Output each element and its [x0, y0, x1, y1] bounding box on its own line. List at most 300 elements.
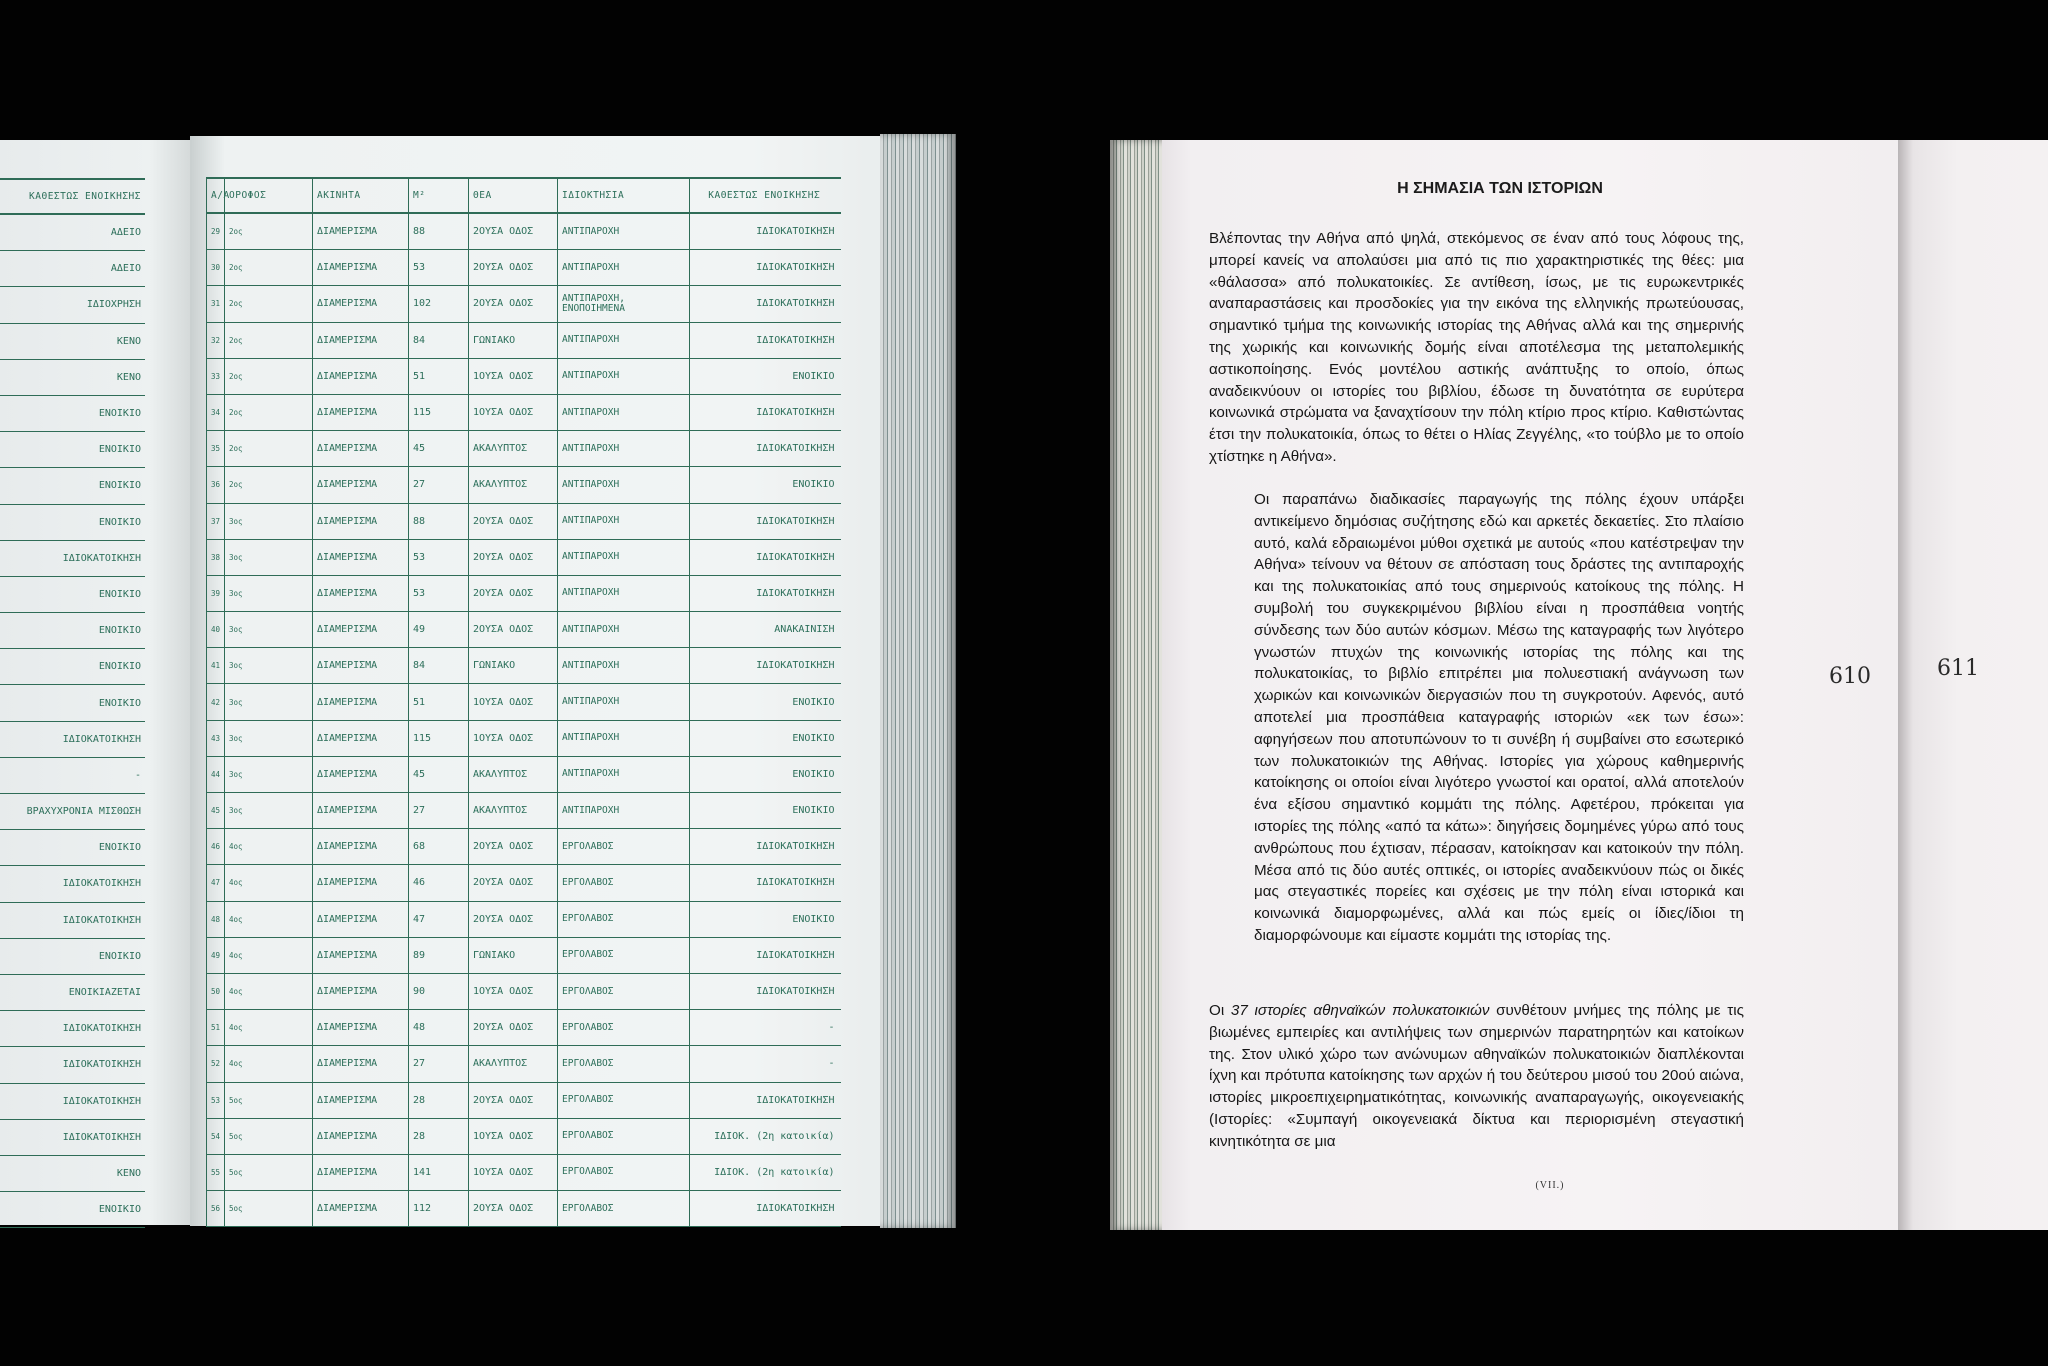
- rental-status-cell: ΕΝΟΙΚΙΟ: [690, 793, 841, 829]
- ownership-cell: ΑΝΤΙΠΑΡΟΧΗ: [558, 213, 690, 250]
- table-row: [0, 830, 145, 866]
- floor-cell: 4ος: [225, 901, 313, 937]
- table-row: [207, 973, 841, 1009]
- table-row: [0, 1119, 145, 1155]
- area-cell: 115: [409, 394, 469, 430]
- rental-status-cell: ΙΔΙΟΚ. (2η κατοικία): [690, 1118, 841, 1154]
- rental-status-cell: ΕΝΟΙΚΙΟ: [0, 395, 145, 431]
- rental-status-cell: ΙΔΙΟΚΑΤΟΙΚΗΣΗ: [0, 721, 145, 757]
- row-number-cell: 53: [207, 1082, 225, 1118]
- view-cell: 1ΟΥΣΑ ΟΔΟΣ: [469, 973, 558, 1009]
- table-row: [207, 865, 841, 901]
- property-cell: ΔΙΑΜΕΡΙΣΜΑ: [313, 1154, 409, 1190]
- view-cell: ΓΩΝΙΑΚΟ: [469, 648, 558, 684]
- floor-cell: 2ος: [225, 431, 313, 467]
- area-cell: 102: [409, 286, 469, 322]
- rental-status-cell: ΙΔΙΟΚΑΤΟΙΚΗΣΗ: [690, 937, 841, 973]
- property-cell: ΔΙΑΜΕΡΙΣΜΑ: [313, 901, 409, 937]
- table-row: [207, 1010, 841, 1046]
- row-number-cell: 31: [207, 286, 225, 322]
- floor-cell: 2ος: [225, 250, 313, 286]
- view-cell: ΑΚΑΛΥΠΤΟΣ: [469, 467, 558, 503]
- rental-status-cell: ΕΝΟΙΚΙΟ: [690, 358, 841, 394]
- view-cell: 1ΟΥΣΑ ΟΔΟΣ: [469, 720, 558, 756]
- property-cell: ΔΙΑΜΕΡΙΣΜΑ: [313, 865, 409, 901]
- apartments-table: [206, 177, 841, 1227]
- area-cell: 51: [409, 684, 469, 720]
- floor-cell: 4ος: [225, 865, 313, 901]
- rental-status-cell: ΑΔΕΙΟ: [0, 214, 145, 251]
- property-cell: ΔΙΑΜΕΡΙΣΜΑ: [313, 829, 409, 865]
- area-cell: 27: [409, 793, 469, 829]
- rental-status-cell: ΙΔΙΟΚΑΤΟΙΚΗΣΗ: [690, 250, 841, 286]
- table-row: [0, 287, 145, 323]
- ownership-cell: ΑΝΤΙΠΑΡΟΧΗ: [558, 575, 690, 611]
- view-cell: 2ΟΥΣΑ ΟΔΟΣ: [469, 1082, 558, 1118]
- rental-status-cell: ΕΝΟΙΚΙΟ: [0, 432, 145, 468]
- rental-status-cell: ΚΕΝΟ: [0, 359, 145, 395]
- right-book-facing-page: [1898, 140, 2048, 1230]
- floor-cell: 3ος: [225, 539, 313, 575]
- property-cell: ΔΙΑΜΕΡΙΣΜΑ: [313, 539, 409, 575]
- rental-status-cell: ΙΔΙΟΚΑΤΟΙΚΗΣΗ: [0, 902, 145, 938]
- row-number-cell: 49: [207, 937, 225, 973]
- ownership-cell: ΕΡΓΟΛΑΒΟΣ: [558, 901, 690, 937]
- table-row: [0, 685, 145, 721]
- area-cell: 88: [409, 503, 469, 539]
- paragraph-3-lead: Οι: [1209, 1002, 1231, 1019]
- property-cell: ΔΙΑΜΕΡΙΣΜΑ: [313, 250, 409, 286]
- rental-status-cell: ΕΝΟΙΚΙΟ: [0, 649, 145, 685]
- row-number-cell: 55: [207, 1154, 225, 1190]
- rental-status-cell: ΕΝΟΙΚΙΟ: [690, 756, 841, 792]
- floor-cell: 4ος: [225, 1046, 313, 1082]
- rental-status-cell: ΕΝΟΙΚΙΟ: [0, 576, 145, 612]
- rental-status-cell: -: [690, 1046, 841, 1082]
- rental-status-cell: ΕΝΟΙΚΙΟ: [0, 504, 145, 540]
- rental-status-cell: ΕΝΟΙΚΙΟ: [690, 684, 841, 720]
- floor-cell: 2ος: [225, 467, 313, 503]
- property-cell: ΔΙΑΜΕΡΙΣΜΑ: [313, 213, 409, 250]
- area-cell: 45: [409, 756, 469, 792]
- row-number-cell: 48: [207, 901, 225, 937]
- right-book-page-edges: [1110, 140, 1170, 1230]
- ownership-cell: ΕΡΓΟΛΑΒΟΣ: [558, 1191, 690, 1227]
- rental-status-cell: ΕΝΟΙΚΙΟ: [0, 1192, 145, 1228]
- paragraph-2-text: Οι παραπάνω διαδικασίες παραγωγής της πόλης έχουν υπάρξει αντικείμενο δημόσιας συζήτησης εδώ και αρκετές δεκαετίες. Στο πλαίσιο αυτό, καλά εδραιωμένοι μύθοι σχετικά με αυτούς «που κατέστρεψαν την Αθήνα» τείνουν να θέτουν σε απόσταση τους δράστες της αντιπαροχής και της πολυκατοικίας από τους σημερινούς κατοίκους της πόλης. Η συμβολή του συγκεκριμένου βιβλίου είναι η προσπάθεια νοητής σύνδεσης των δύο αυτών κόσμων. Μέσω της καταγραφής των λιγότερο γνωστών πτυχών της κοινωνικής ιστορίας της πόλης και της πολυκατοικίας, το βιβλίο επιτρέπει μια πολυεστιακή ανάγνωση των χωρικών και κοινωνικών διεργασιών που τη συγκροτούν. Αφενός, αυτό αποτελεί μια προσπάθεια καταγραφής ιστοριών «εκ των έσω»: αφηγήσεων που αποτυπώνουν το τι συνέβη ή συμβαίνει στο εσωτερικό των πολυκατοικιών της Αθήνας. Ιστορίες για χώρους καθημερινής κατοίκησης οι οποίοι είναι λιγότερο γνωστοί και ορατοί, αλλά αποτελούν ένα εξίσου σημαντικό κομμάτι της πόλης. Αφετέρου, πρόκειται για ιστορίες της πόλης «από τα κάτω»: διηγήσεις δομημένες γύρω από τους ανθρώπους που έχτισαν, πέρασαν, κατοίκησαν και κατοικούν την πόλη. Μέσα από τις δύο αυτές οπτικές, οι ιστορίες αναδεικνύουν πώς οι δικές μας στεγαστικές πορείες και σχέσεις με την πόλη είναι ιστορικά και κοινωνικά διαμορφωμένες, αλλά και πώς εμείς οι ίδιες/ίδιοι τη διαμορφώνουμε και είμαστε κομμάτι της ιστορίας της.: [1254, 491, 1744, 944]
- area-cell: 141: [409, 1154, 469, 1190]
- folio: (VII.): [1535, 1180, 1565, 1191]
- table-row: [0, 974, 145, 1010]
- view-cell: 2ΟΥΣΑ ΟΔΟΣ: [469, 539, 558, 575]
- row-number-cell: 40: [207, 612, 225, 648]
- rental-status-cell: ΕΝΟΙΚΙΟ: [0, 938, 145, 974]
- view-cell: ΑΚΑΛΥΠΤΟΣ: [469, 431, 558, 467]
- row-number-cell: 50: [207, 973, 225, 1009]
- area-cell: 89: [409, 937, 469, 973]
- view-cell: 2ΟΥΣΑ ΟΔΟΣ: [469, 575, 558, 611]
- ownership-cell: ΑΝΤΙΠΑΡΟΧΗ: [558, 756, 690, 792]
- rental-status-cell: ΙΔΙΟΚΑΤΟΙΚΗΣΗ: [690, 1191, 841, 1227]
- paragraph-3-text: [1209, 1000, 1744, 1153]
- ownership-cell: ΕΡΓΟΛΑΒΟΣ: [558, 1046, 690, 1082]
- table-row: [207, 1118, 841, 1154]
- floor-cell: 5ος: [225, 1118, 313, 1154]
- view-cell: 2ΟΥΣΑ ΟΔΟΣ: [469, 612, 558, 648]
- area-cell: 84: [409, 322, 469, 358]
- floor-cell: 5ος: [225, 1154, 313, 1190]
- ownership-cell: ΑΝΤΙΠΑΡΟΧΗ: [558, 322, 690, 358]
- rental-status-cell: ΙΔΙΟΚΑΤΟΙΚΗΣΗ: [0, 1119, 145, 1155]
- ownership-cell: ΑΝΤΙΠΑΡΟΧΗ: [558, 648, 690, 684]
- view-cell: 2ΟΥΣΑ ΟΔΟΣ: [469, 250, 558, 286]
- table-row: [0, 757, 145, 793]
- table-row: [0, 649, 145, 685]
- ownership-cell: ΑΝΤΙΠΑΡΟΧΗ: [558, 394, 690, 430]
- table-row: [207, 684, 841, 720]
- rental-status-cell: ΙΔΙΟΚΑΤΟΙΚΗΣΗ: [690, 973, 841, 1009]
- row-number-cell: 56: [207, 1191, 225, 1227]
- row-number-cell: 39: [207, 575, 225, 611]
- table-row: [207, 901, 841, 937]
- rental-status-cell: ΕΝΟΙΚΙΟ: [0, 613, 145, 649]
- area-cell: 68: [409, 829, 469, 865]
- table-row: [207, 250, 841, 286]
- row-number-cell: 54: [207, 1118, 225, 1154]
- ownership-cell: ΕΡΓΟΛΑΒΟΣ: [558, 829, 690, 865]
- view-cell: 2ΟΥΣΑ ΟΔΟΣ: [469, 865, 558, 901]
- property-cell: ΔΙΑΜΕΡΙΣΜΑ: [313, 575, 409, 611]
- table-row: [0, 576, 145, 612]
- row-number-cell: 34: [207, 394, 225, 430]
- ownership-cell: ΕΡΓΟΛΑΒΟΣ: [558, 1118, 690, 1154]
- table-row: [207, 937, 841, 973]
- rental-status-cell: ΙΔΙΟΚΑΤΟΙΚΗΣΗ: [0, 1047, 145, 1083]
- row-number-cell: 30: [207, 250, 225, 286]
- floor-cell: 4ος: [225, 973, 313, 1009]
- property-cell: ΔΙΑΜΕΡΙΣΜΑ: [313, 431, 409, 467]
- ownership-cell: ΑΝΤΙΠΑΡΟΧΗ: [558, 684, 690, 720]
- area-cell: 47: [409, 901, 469, 937]
- ownership-cell: ΕΡΓΟΛΑΒΟΣ: [558, 1082, 690, 1118]
- rental-status-cell: -: [0, 757, 145, 793]
- floor-cell: 2ος: [225, 358, 313, 394]
- table-row: [0, 866, 145, 902]
- floor-cell: 3ος: [225, 684, 313, 720]
- row-number-cell: 29: [207, 213, 225, 250]
- property-cell: ΔΙΑΜΕΡΙΣΜΑ: [313, 358, 409, 394]
- row-number-cell: 33: [207, 358, 225, 394]
- table-row: [0, 214, 145, 251]
- ownership-cell: ΑΝΤΙΠΑΡΟΧΗ: [558, 539, 690, 575]
- table-row: [0, 432, 145, 468]
- rental-status-cell: ΙΔΙΟΚΑΤΟΙΚΗΣΗ: [690, 431, 841, 467]
- property-cell: ΔΙΑΜΕΡΙΣΜΑ: [313, 1191, 409, 1227]
- column-header: ΑΚΙΝΗΤΑ: [313, 178, 409, 213]
- row-number-cell: 32: [207, 322, 225, 358]
- paragraph-1: [1209, 228, 1744, 468]
- table-row: [0, 468, 145, 504]
- area-cell: 46: [409, 865, 469, 901]
- rental-status-cell: ΙΔΙΟΚΑΤΟΙΚΗΣΗ: [0, 1083, 145, 1119]
- row-number-cell: 52: [207, 1046, 225, 1082]
- area-cell: 53: [409, 575, 469, 611]
- table-row: [0, 938, 145, 974]
- row-number-cell: 44: [207, 756, 225, 792]
- rental-status-cell: ΕΝΟΙΚΙΑΖΕΤΑΙ: [0, 974, 145, 1010]
- rental-status-cell: ΕΝΟΙΚΙΟ: [0, 830, 145, 866]
- rental-status-cell: ΙΔΙΟΚ. (2η κατοικία): [690, 1154, 841, 1190]
- table-row: [0, 1192, 145, 1228]
- table-row: [207, 213, 841, 250]
- column-header: ΘΕΑ: [469, 178, 558, 213]
- table-row: [207, 648, 841, 684]
- row-number-cell: 35: [207, 431, 225, 467]
- view-cell: ΑΚΑΛΥΠΤΟΣ: [469, 793, 558, 829]
- table-row: [207, 503, 841, 539]
- ownership-cell: ΑΝΤΙΠΑΡΟΧΗ: [558, 431, 690, 467]
- view-cell: 2ΟΥΣΑ ΟΔΟΣ: [469, 286, 558, 322]
- table-row: [0, 1155, 145, 1191]
- rental-status-cell: ΕΝΟΙΚΙΟ: [690, 901, 841, 937]
- rental-status-cell: ΑΝΑΚΑΙΝΙΣΗ: [690, 612, 841, 648]
- row-number-cell: 37: [207, 503, 225, 539]
- property-cell: ΔΙΑΜΕΡΙΣΜΑ: [313, 684, 409, 720]
- table-row: [0, 1011, 145, 1047]
- floor-cell: 3ος: [225, 756, 313, 792]
- rental-status-cell: ΕΝΟΙΚΙΟ: [690, 720, 841, 756]
- floor-cell: 3ος: [225, 575, 313, 611]
- area-cell: 84: [409, 648, 469, 684]
- row-number-cell: 42: [207, 684, 225, 720]
- rental-status-cell: ΙΔΙΟΚΑΤΟΙΚΗΣΗ: [0, 866, 145, 902]
- table-row: [0, 1047, 145, 1083]
- row-number-cell: 43: [207, 720, 225, 756]
- property-cell: ΔΙΑΜΕΡΙΣΜΑ: [313, 973, 409, 1009]
- column-header: Α/Α: [207, 178, 225, 213]
- floor-cell: 3ος: [225, 612, 313, 648]
- rental-status-cell: ΙΔΙΟΚΑΤΟΙΚΗΣΗ: [690, 322, 841, 358]
- floor-cell: 4ος: [225, 937, 313, 973]
- property-cell: ΔΙΑΜΕΡΙΣΜΑ: [313, 1118, 409, 1154]
- area-cell: 49: [409, 612, 469, 648]
- floor-cell: 3ος: [225, 793, 313, 829]
- rental-status-cell: ΙΔΙΟΚΑΤΟΙΚΗΣΗ: [0, 1011, 145, 1047]
- ownership-cell: ΕΡΓΟΛΑΒΟΣ: [558, 1010, 690, 1046]
- view-cell: ΓΩΝΙΑΚΟ: [469, 937, 558, 973]
- row-number-cell: 45: [207, 793, 225, 829]
- ownership-cell: ΑΝΤΙΠΑΡΟΧΗ: [558, 250, 690, 286]
- property-cell: ΔΙΑΜΕΡΙΣΜΑ: [313, 394, 409, 430]
- rental-status-cell: ΑΔΕΙΟ: [0, 251, 145, 287]
- property-cell: ΔΙΑΜΕΡΙΣΜΑ: [313, 1082, 409, 1118]
- view-cell: ΑΚΑΛΥΠΤΟΣ: [469, 1046, 558, 1082]
- table-row: [207, 575, 841, 611]
- rental-status-cell: ΙΔΙΟΚΑΤΟΙΚΗΣΗ: [690, 286, 841, 322]
- floor-cell: 2ος: [225, 286, 313, 322]
- view-cell: ΓΩΝΙΑΚΟ: [469, 322, 558, 358]
- table-row: [0, 902, 145, 938]
- floor-cell: 3ος: [225, 503, 313, 539]
- property-cell: ΔΙΑΜΕΡΙΣΜΑ: [313, 503, 409, 539]
- book-title-italic: 37 ιστορίες αθηναϊκών πολυκατοικιών: [1230, 1002, 1490, 1019]
- view-cell: 2ΟΥΣΑ ΟΔΟΣ: [469, 829, 558, 865]
- area-cell: 53: [409, 250, 469, 286]
- row-number-cell: 46: [207, 829, 225, 865]
- property-cell: ΔΙΑΜΕΡΙΣΜΑ: [313, 648, 409, 684]
- rental-status-cell: ΙΔΙΟΚΑΤΟΙΚΗΣΗ: [690, 503, 841, 539]
- property-cell: ΔΙΑΜΕΡΙΣΜΑ: [313, 612, 409, 648]
- view-cell: 2ΟΥΣΑ ΟΔΟΣ: [469, 1191, 558, 1227]
- view-cell: 1ΟΥΣΑ ΟΔΟΣ: [469, 1154, 558, 1190]
- page-number-610: 610: [1829, 664, 1871, 689]
- area-cell: 88: [409, 213, 469, 250]
- rental-status-cell: ΚΕΝΟ: [0, 1155, 145, 1191]
- table-row: [207, 1046, 841, 1082]
- left-book-page-edges: [880, 134, 956, 1228]
- table-row: [0, 613, 145, 649]
- verso-table: [0, 178, 145, 1228]
- floor-cell: 2ος: [225, 322, 313, 358]
- floor-cell: 3ος: [225, 648, 313, 684]
- ownership-cell: ΕΡΓΟΛΑΒΟΣ: [558, 865, 690, 901]
- rental-status-cell: ΕΝΟΙΚΙΟ: [690, 467, 841, 503]
- view-cell: 1ΟΥΣΑ ΟΔΟΣ: [469, 684, 558, 720]
- table-row: [0, 1083, 145, 1119]
- ownership-cell: ΕΡΓΟΛΑΒΟΣ: [558, 1154, 690, 1190]
- property-cell: ΔΙΑΜΕΡΙΣΜΑ: [313, 793, 409, 829]
- area-cell: 115: [409, 720, 469, 756]
- rental-status-cell: ΒΡΑΧΥΧΡΟΝΙΑ ΜΙΣΘΩΣΗ: [0, 794, 145, 830]
- area-cell: 28: [409, 1118, 469, 1154]
- view-cell: 1ΟΥΣΑ ΟΔΟΣ: [469, 394, 558, 430]
- rental-status-cell: ΙΔΙΟΚΑΤΟΙΚΗΣΗ: [690, 575, 841, 611]
- rental-status-cell: ΙΔΙΟΚΑΤΟΙΚΗΣΗ: [690, 648, 841, 684]
- column-header: ΟΡΟΦΟΣ: [225, 178, 313, 213]
- paragraph-2-indented: [1254, 489, 1744, 947]
- property-cell: ΔΙΑΜΕΡΙΣΜΑ: [313, 1010, 409, 1046]
- rental-status-cell: ΕΝΟΙΚΙΟ: [0, 468, 145, 504]
- view-cell: 2ΟΥΣΑ ΟΔΟΣ: [469, 213, 558, 250]
- ownership-cell: ΑΝΤΙΠΑΡΟΧΗ: [558, 793, 690, 829]
- ownership-cell: ΕΡΓΟΛΑΒΟΣ: [558, 973, 690, 1009]
- table-row: [207, 322, 841, 358]
- table-row: [207, 756, 841, 792]
- table-row: [207, 612, 841, 648]
- area-cell: 45: [409, 431, 469, 467]
- area-cell: 28: [409, 1082, 469, 1118]
- table-row: [207, 793, 841, 829]
- rental-status-cell: ΙΔΙΟΚΑΤΟΙΚΗΣΗ: [690, 865, 841, 901]
- view-cell: 2ΟΥΣΑ ΟΔΟΣ: [469, 1010, 558, 1046]
- floor-cell: 4ος: [225, 829, 313, 865]
- rental-status-cell: -: [690, 1010, 841, 1046]
- view-cell: ΑΚΑΛΥΠΤΟΣ: [469, 756, 558, 792]
- table-row: [0, 794, 145, 830]
- table-row: [207, 286, 841, 322]
- table-row: [0, 359, 145, 395]
- ownership-cell: ΑΝΤΙΠΑΡΟΧΗ: [558, 612, 690, 648]
- rental-status-cell: ΙΔΙΟΚΑΤΟΙΚΗΣΗ: [690, 394, 841, 430]
- area-cell: 48: [409, 1010, 469, 1046]
- ownership-cell: ΕΡΓΟΛΑΒΟΣ: [558, 937, 690, 973]
- table-row: [207, 358, 841, 394]
- table-row: [207, 539, 841, 575]
- verso-table-header: ΚΑΘΕΣΤΩΣ ΕΝΟΙΚΗΣΗΣ: [0, 179, 145, 214]
- paragraph-3: [1209, 1000, 1744, 1153]
- floor-cell: 5ος: [225, 1082, 313, 1118]
- ownership-cell: ΑΝΤΙΠΑΡΟΧΗ, ΕΝΟΠΟΙΗΜΕΝΑ: [558, 286, 690, 322]
- row-number-cell: 36: [207, 467, 225, 503]
- column-header: ΙΔΙΟΚΤΗΣΙΑ: [558, 178, 690, 213]
- rental-status-cell: ΙΔΙΟΚΑΤΟΙΚΗΣΗ: [0, 540, 145, 576]
- table-row: [207, 720, 841, 756]
- floor-cell: 2ος: [225, 213, 313, 250]
- table-row: [207, 467, 841, 503]
- column-header: Μ²: [409, 178, 469, 213]
- page-number-611: 611: [1937, 656, 1979, 681]
- ownership-cell: ΑΝΤΙΠΑΡΟΧΗ: [558, 467, 690, 503]
- table-row: [207, 829, 841, 865]
- floor-cell: 4ος: [225, 1010, 313, 1046]
- area-cell: 90: [409, 973, 469, 1009]
- view-cell: 1ΟΥΣΑ ΟΔΟΣ: [469, 358, 558, 394]
- ownership-cell: ΑΝΤΙΠΑΡΟΧΗ: [558, 358, 690, 394]
- floor-cell: 3ος: [225, 720, 313, 756]
- table-row: [207, 431, 841, 467]
- rental-status-cell: ΙΔΙΟΚΑΤΟΙΚΗΣΗ: [690, 213, 841, 250]
- rental-status-cell: ΙΔΙΟΚΑΤΟΙΚΗΣΗ: [690, 829, 841, 865]
- chapter-title: Η ΣΗΜΑΣΙΑ ΤΩΝ ΙΣΤΟΡΙΩΝ: [1397, 180, 1603, 197]
- row-number-cell: 51: [207, 1010, 225, 1046]
- row-number-cell: 38: [207, 539, 225, 575]
- area-cell: 53: [409, 539, 469, 575]
- column-header: ΚΑΘΕΣΤΩΣ ΕΝΟΙΚΗΣΗΣ: [690, 178, 841, 213]
- property-cell: ΔΙΑΜΕΡΙΣΜΑ: [313, 286, 409, 322]
- table-row: [207, 1154, 841, 1190]
- paragraph-1-text: Βλέποντας την Αθήνα από ψηλά, στεκόμενος σε έναν από τους λόφους της, μπορεί κανείς να απολαύσει μια από τις πιο χαρακτηριστικές της θέες: μια «θάλασσα» από πολυκατοικίες. Σε αντίθεση, ίσως, με τις ευρωκεντρικές αναπαραστάσεις και προσδοκίες για την εικόνα της ελληνικής πρωτεύουσας, σημαντικό τμήμα της κοινωνικής ιστορίας της Αθήνας αλλά και της σημερινής της χωρικής και κοινωνικής δομής είναι αποτέλεσμα της μεταπολεμικής αστικοποίησης. Ενός μοντέλου αστικής ανάπτυξης το οποίο, όπως αναδεικνύουν οι ιστορίες του βιβλίου, έδωσε τη δυνατότητα σε ευρύτερα κοινωνικά στρώματα να ξαναχτίσουν την πόλη κτίριο προς κτίριο. Καθιστώντας έτσι την πολυκατοικία, όπως το θέτει ο Ηλίας Ζεγγέλης, «το τούβλο με το οποίο χτίστηκε η Αθήνα».: [1209, 230, 1744, 465]
- rental-status-cell: ΚΕΝΟ: [0, 323, 145, 359]
- rental-status-cell: ΙΔΙΟΧΡΗΣΗ: [0, 287, 145, 323]
- floor-cell: 5ος: [225, 1191, 313, 1227]
- area-cell: 112: [409, 1191, 469, 1227]
- area-cell: 27: [409, 467, 469, 503]
- table-row: [0, 540, 145, 576]
- table-row: [0, 721, 145, 757]
- area-cell: 51: [409, 358, 469, 394]
- row-number-cell: 47: [207, 865, 225, 901]
- table-row: [207, 394, 841, 430]
- floor-cell: 2ος: [225, 394, 313, 430]
- rental-status-cell: ΙΔΙΟΚΑΤΟΙΚΗΣΗ: [690, 539, 841, 575]
- table-row: [207, 1082, 841, 1118]
- row-number-cell: 41: [207, 648, 225, 684]
- property-cell: ΔΙΑΜΕΡΙΣΜΑ: [313, 756, 409, 792]
- view-cell: 1ΟΥΣΑ ΟΔΟΣ: [469, 1118, 558, 1154]
- area-cell: 27: [409, 1046, 469, 1082]
- table-row: [207, 1191, 841, 1227]
- property-cell: ΔΙΑΜΕΡΙΣΜΑ: [313, 720, 409, 756]
- ownership-cell: ΑΝΤΙΠΑΡΟΧΗ: [558, 720, 690, 756]
- property-cell: ΔΙΑΜΕΡΙΣΜΑ: [313, 937, 409, 973]
- view-cell: 2ΟΥΣΑ ΟΔΟΣ: [469, 901, 558, 937]
- property-cell: ΔΙΑΜΕΡΙΣΜΑ: [313, 1046, 409, 1082]
- paragraph-3-rest: συνθέτουν μνήμες της πόλης με τις βιωμένες εμπειρίες και αντιλήψεις των σημερινών παρατηρητών και κατοίκων της. Στον υλικό χώρο των ανώνυμων αθηναϊκών πολυκατοικιών διαπλέκονται ίχνη και πρότυπα κατοίκησης των αρχών ή του δεύτερου μισού του 20ού αιώνα, ιστορίες μικροεπιχειρηματικότητας, κοινωνικής αναπαραγωγής, οικογενειακής (Ιστορίες: «Συμπαγή οικογενειακά δίκτυα και περιορισμένη στεγαστική κινητικότητα σε μια: [1209, 1002, 1744, 1150]
- property-cell: ΔΙΑΜΕΡΙΣΜΑ: [313, 322, 409, 358]
- table-row: [0, 504, 145, 540]
- table-row: [0, 251, 145, 287]
- ownership-cell: ΑΝΤΙΠΑΡΟΧΗ: [558, 503, 690, 539]
